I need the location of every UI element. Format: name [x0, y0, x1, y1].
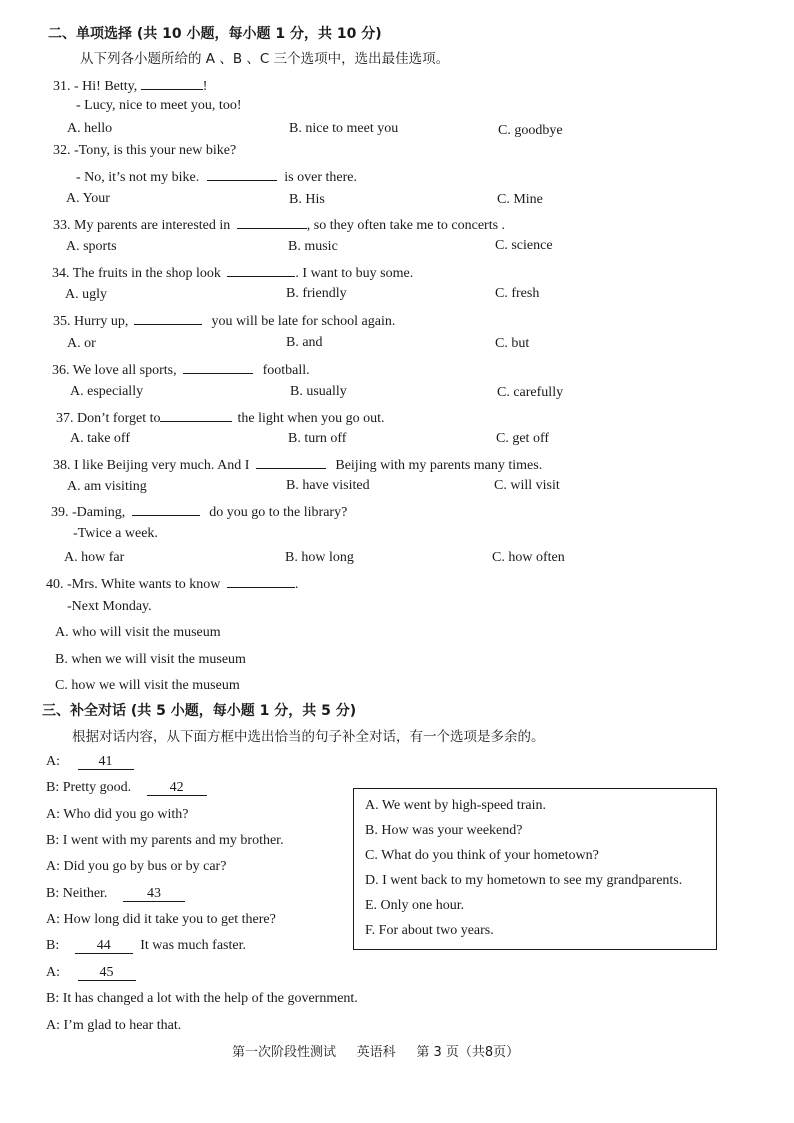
q32-response-end: is over there.: [284, 170, 357, 185]
q39-option-c: C. how often: [492, 550, 565, 565]
q40-response: -Next Monday.: [67, 599, 152, 614]
q40-option-a: A. who will visit the museum: [55, 625, 221, 640]
q36-blank: [183, 361, 253, 374]
q31-option-a: A. hello: [67, 121, 113, 136]
q35-stem-end: you will be late for school again.: [211, 314, 396, 329]
box-option-e: E. Only one hour.: [365, 898, 465, 913]
q37-blank: [160, 409, 232, 422]
q33-option-b: B. music: [288, 239, 338, 254]
q34-option-b: B. friendly: [286, 286, 347, 301]
q31-stem: 31. - Hi! Betty,: [53, 79, 138, 94]
dialogue-line-45: [46, 966, 136, 981]
question-37: [56, 409, 384, 426]
speaker-a: A:: [46, 754, 60, 769]
box-option-b: B. How was your weekend?: [365, 823, 523, 838]
section-2-instruction: 从下列各小题所给的 A 、B 、C 三个选项中，选出最佳选项。: [80, 51, 450, 67]
dialogue-line-5: A: Did you go by bus or by car?: [46, 859, 227, 874]
q36-stem-end: football.: [262, 363, 310, 378]
q31-option-c: C. goodbye: [498, 123, 563, 138]
q34-option-a: A. ugly: [65, 287, 107, 302]
q32-response-start: - No, it’s not my bike.: [76, 170, 200, 185]
q39-stem-end: do you go to the library?: [209, 505, 348, 520]
question-40: [46, 575, 298, 592]
blank-42: 42: [147, 781, 207, 796]
q38-stem: 38. I like Beijing very much. And I: [53, 458, 250, 473]
dialogue-text: It was much faster.: [140, 938, 246, 953]
dialogue-line-10: B: It has changed a lot with the help of the government.: [46, 991, 358, 1006]
question-36: [52, 361, 310, 378]
blank-43: 43: [123, 887, 185, 902]
q33-blank: [237, 216, 307, 229]
q40-stem-end: .: [294, 577, 299, 592]
dialogue-line-7: A: How long did it take you to get there?: [46, 912, 276, 927]
q34-option-c: C. fresh: [495, 286, 540, 301]
q39-option-b: B. how long: [285, 550, 354, 565]
q38-option-c: C. will visit: [494, 478, 560, 493]
box-option-d: D. I went back to my hometown to see my grandparents.: [365, 873, 683, 888]
blank-45: 45: [78, 966, 136, 981]
q36-option-c: C. carefully: [497, 385, 564, 400]
q35-option-c: C. but: [495, 336, 530, 351]
dialogue-line-42: [46, 781, 207, 796]
q37-option-a: A. take off: [70, 431, 130, 446]
q32-option-c: C. Mine: [497, 192, 543, 207]
q39-stem: 39. -Daming,: [51, 505, 126, 520]
box-option-a: A. We went by high-speed train.: [365, 798, 546, 813]
q33-option-c: C. science: [495, 238, 553, 253]
q40-option-b: B. when we will visit the museum: [55, 652, 246, 667]
dialogue-line-41: [46, 755, 134, 770]
q37-option-c: C. get off: [496, 431, 550, 446]
speaker-a: A:: [46, 965, 60, 980]
q35-stem: 35. Hurry up,: [53, 314, 129, 329]
q31-blank: [141, 77, 203, 90]
dialogue-line-44: [46, 939, 246, 954]
box-option-c: C. What do you think of your hometown?: [365, 848, 599, 863]
q39-blank: [132, 503, 200, 516]
question-33: [53, 216, 505, 233]
q36-option-b: B. usually: [290, 384, 347, 399]
dialogue-line-43: [46, 887, 185, 902]
q31-option-b: B. nice to meet you: [289, 121, 399, 136]
q36-stem: 36. We love all sports,: [52, 363, 177, 378]
question-35: [53, 312, 395, 329]
section-2-heading: 二、单项选择 (共 10 小题，每小题 1 分，共 10 分): [48, 26, 382, 42]
q36-option-a: A. especially: [70, 384, 144, 399]
q40-stem: 40. -Mrs. White wants to know: [46, 577, 221, 592]
dialogue-line-11: A: I’m glad to hear that.: [46, 1018, 182, 1033]
q35-blank: [134, 312, 202, 325]
q33-stem: 33. My parents are interested in: [53, 218, 231, 233]
blank-44: 44: [75, 939, 133, 954]
q31-stem-end: !: [202, 79, 208, 94]
dialogue-line-3: A: Who did you go with?: [46, 807, 189, 822]
blank-41: 41: [78, 755, 134, 770]
question-38: [53, 456, 542, 473]
q37-stem: 37. Don’t forget to: [56, 411, 161, 426]
q37-option-b: B. turn off: [288, 431, 347, 446]
question-31: [53, 77, 207, 94]
q35-option-b: B. and: [286, 335, 323, 350]
q33-stem-end: , so they often take me to concerts .: [306, 218, 506, 233]
q34-stem-end: . I want to buy some.: [295, 266, 414, 281]
speaker-b: B:: [46, 938, 60, 953]
q32-response: [76, 168, 357, 185]
q31-response: - Lucy, nice to meet you, too!: [76, 98, 242, 113]
q39-option-a: A. how far: [64, 550, 125, 565]
question-32: 32. -Tony, is this your new bike?: [53, 143, 237, 158]
q33-option-a: A. sports: [66, 239, 117, 254]
q32-blank: [207, 168, 277, 181]
q38-stem-end: Beijing with my parents many times.: [335, 458, 543, 473]
question-34: [52, 264, 413, 281]
box-option-f: F. For about two years.: [365, 923, 494, 938]
question-39: [51, 503, 347, 520]
q38-option-b: B. have visited: [286, 478, 370, 493]
q32-option-a: A. Your: [66, 191, 110, 206]
section-3-instruction: 根据对话内容，从下面方框中选出恰当的句子补全对话，有一个选项是多余的。: [72, 729, 545, 745]
section-3-heading: 三、补全对话 (共 5 小题，每小题 1 分，共 5 分): [42, 703, 357, 719]
dialogue-text: B: Pretty good.: [46, 780, 132, 795]
q38-option-a: A. am visiting: [67, 479, 147, 494]
q32-option-b: B. His: [289, 192, 325, 207]
q37-stem-end: the light when you go out.: [237, 411, 385, 426]
page-footer: 第一次阶段性测试 英语科 第 3 页（共8页）: [232, 1045, 520, 1060]
q38-blank: [256, 456, 326, 469]
q40-option-c: C. how we will visit the museum: [55, 678, 240, 693]
dialogue-text: B: Neither.: [46, 886, 108, 901]
q40-blank: [227, 575, 295, 588]
q34-blank: [227, 264, 295, 277]
q35-option-a: A. or: [67, 336, 96, 351]
q39-response: -Twice a week.: [73, 526, 158, 541]
dialogue-line-4: B: I went with my parents and my brother.: [46, 833, 284, 848]
q34-stem: 34. The fruits in the shop look: [52, 266, 221, 281]
